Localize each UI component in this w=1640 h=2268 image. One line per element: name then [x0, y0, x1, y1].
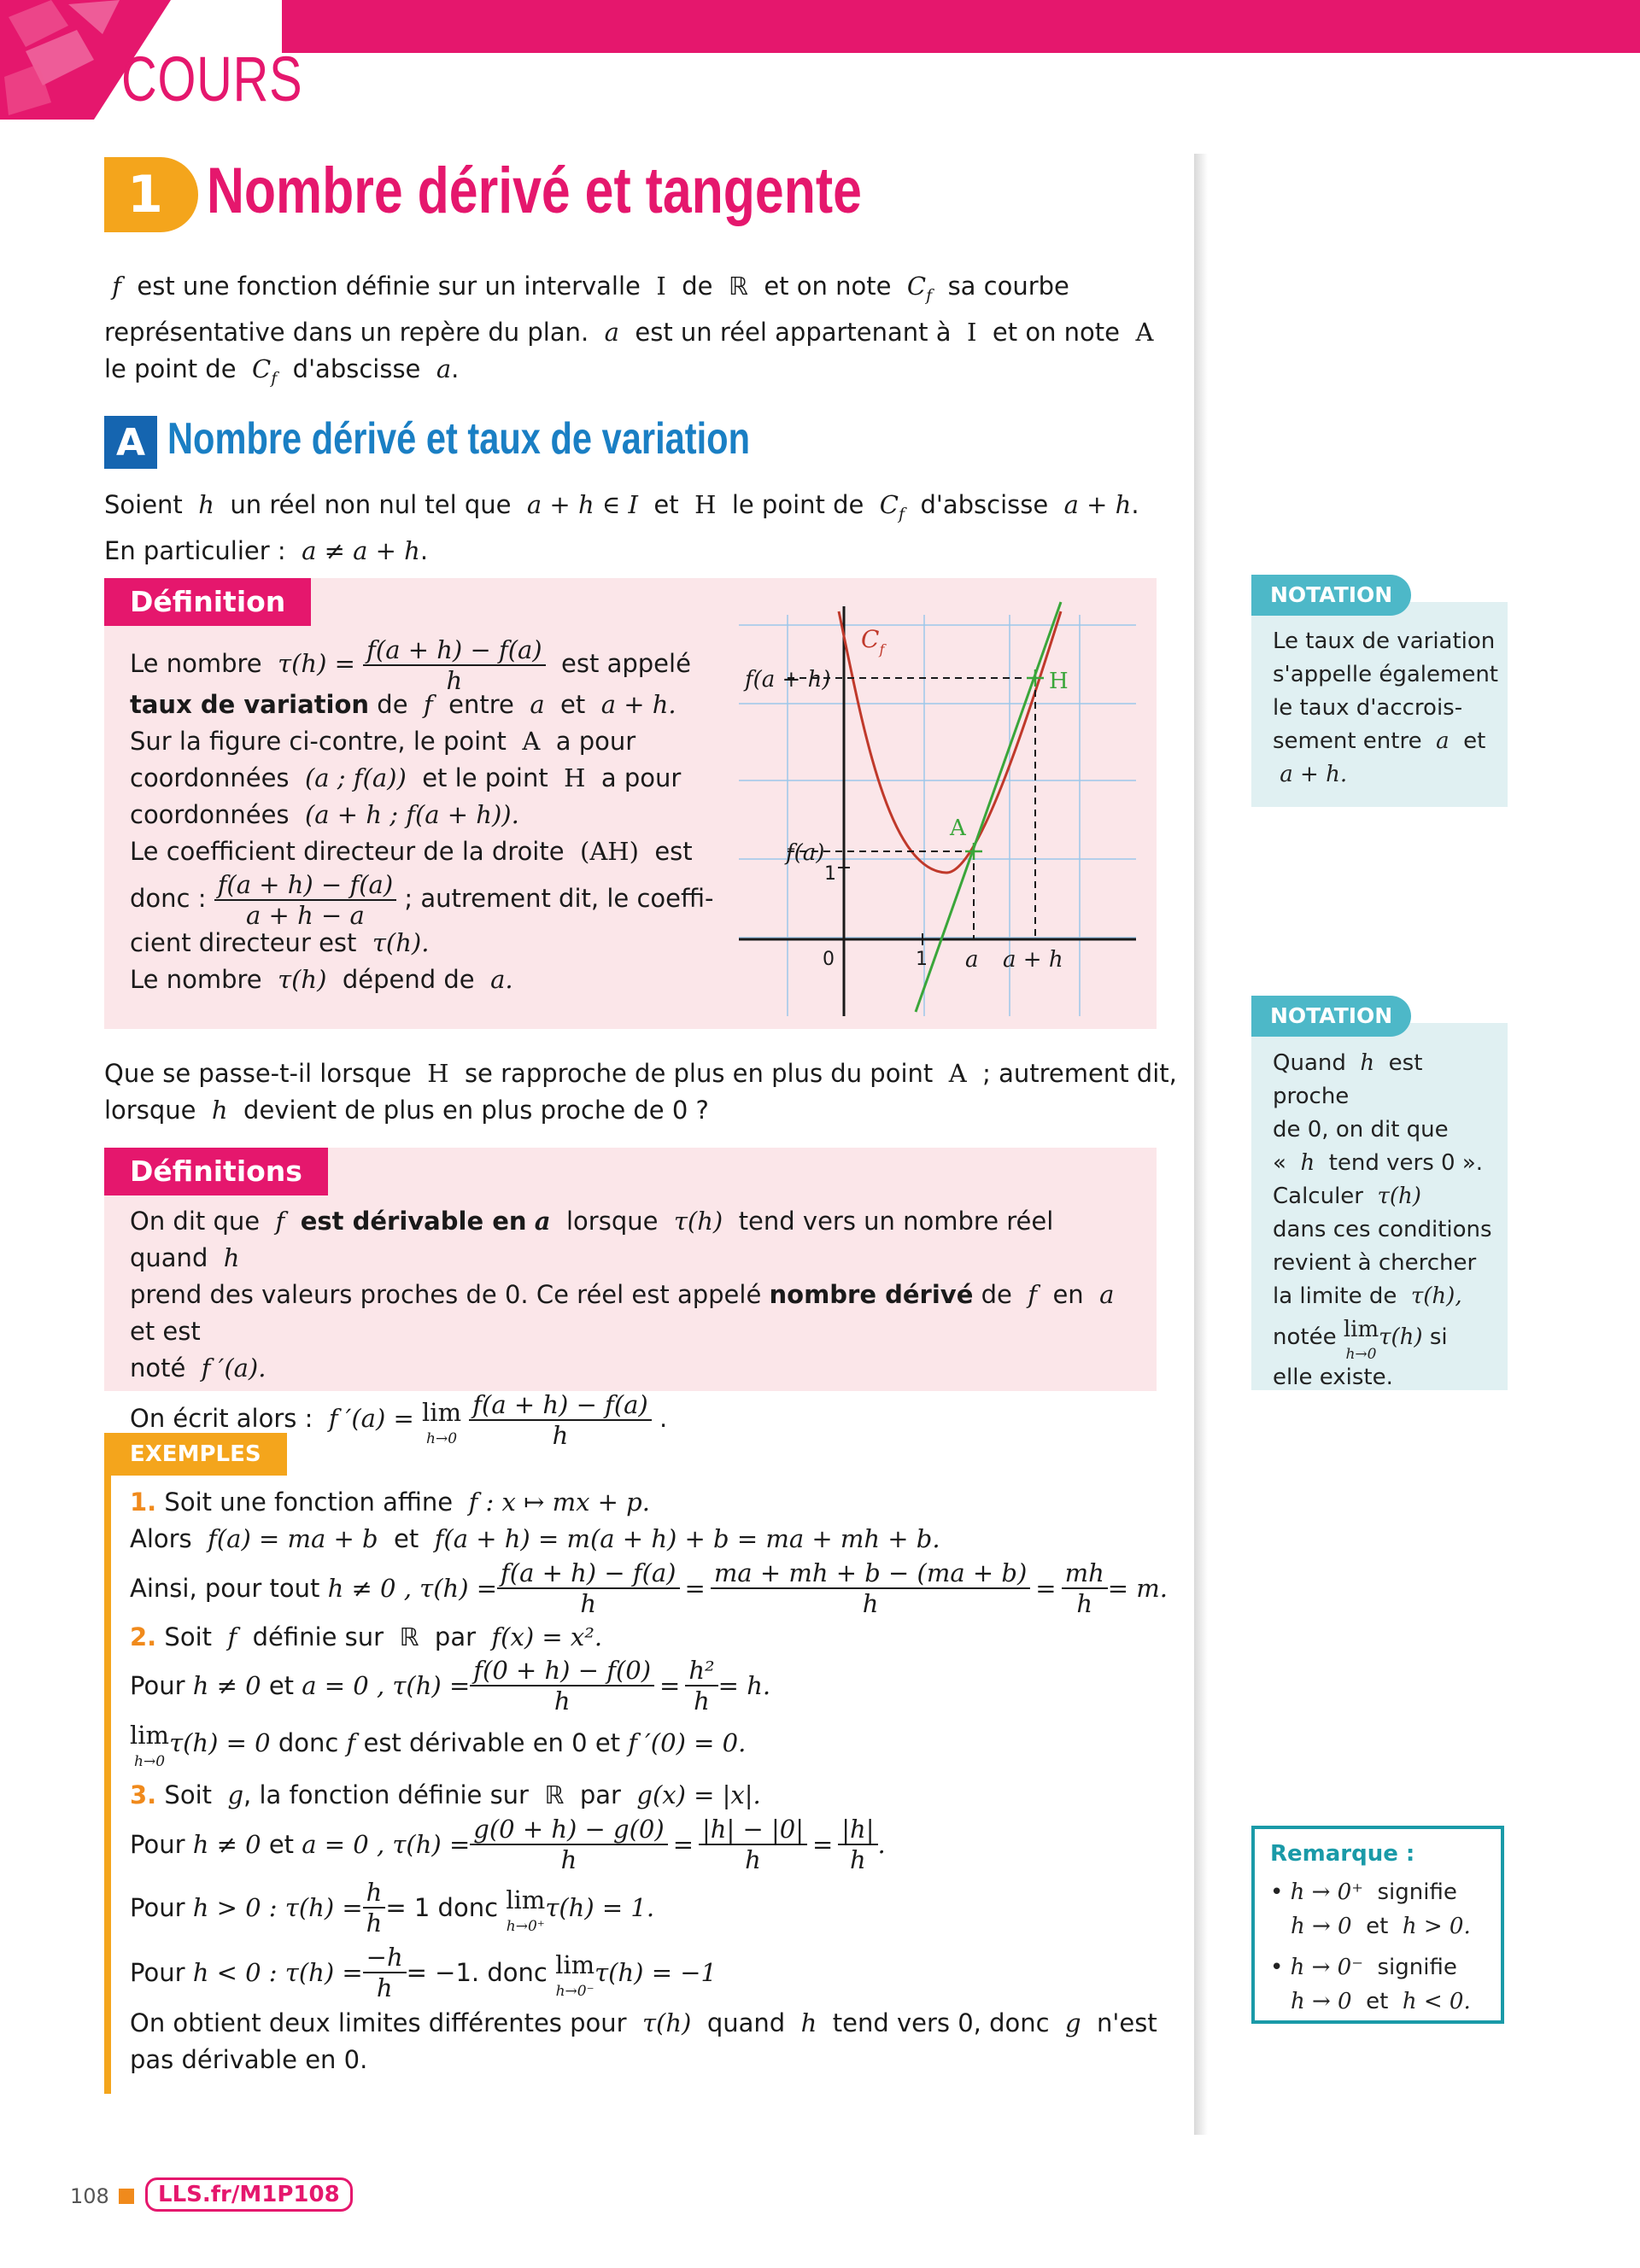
label-origin: 0 — [823, 949, 835, 970]
notation-text-2 — [1273, 1047, 1503, 1394]
footer-link[interactable]: LLS.fr/M1P108 — [145, 2177, 353, 2212]
notation1-line-5: a + h. — [1280, 762, 1348, 787]
def-line-7: donc : $\frac{f(a + h) - f(a)}{a + h - a}$ ; autrement dit, le coeffi- — [130, 870, 714, 930]
section-a-line-1: Soient h un réel non nul tel que a + h ∈ I et H le point de $C_f$ d'abscisse a + h. — [104, 490, 1139, 523]
def-line-8: cient directeur est τ(h). — [130, 928, 430, 957]
notation1-line-1: Le taux de variation — [1273, 628, 1496, 654]
section-label: COURS — [121, 44, 303, 114]
question-paragraph — [104, 1055, 1180, 1129]
label-point-a: A — [950, 815, 966, 841]
ex2-limit: lim h→0 — [130, 1720, 170, 1770]
footer-square — [119, 2189, 134, 2204]
chapter-number: 1 — [104, 157, 198, 232]
notation2-line-9: elle existe. — [1273, 1365, 1393, 1390]
def-line-2: taux de variation de f entre a et a + h. — [130, 690, 676, 719]
ex2-line-3: lim h→0 τ(h) = 0 donc f est dérivable en 0 et f ′(0) = 0. — [130, 1716, 1180, 1770]
def-line-6: Le coefficient directeur de la droite (AH) est — [130, 837, 693, 866]
label-y-one: 1 — [824, 863, 836, 885]
label-a: a — [965, 947, 979, 973]
section-a-title: Nombre dérivé et taux de variation — [167, 414, 750, 464]
defs-line-4: On écrit alors : f ′(a) = lim h→0 $\frac{f(a + h) - f(a)}{h}$ . — [130, 1390, 668, 1450]
ex3-fraction-neg: $\frac{-h}{h}$ — [363, 1943, 407, 2002]
remark-bullet-2a: • h → 0⁻ signifie — [1270, 1955, 1457, 1980]
ex3-fraction-2: $\frac{|h| - |0|}{h}$ — [699, 1815, 807, 1874]
ex1-line-2: Alors f(a) = ma + b et f(a + h) = m(a + h) + b = ma + mh + b. — [130, 1524, 940, 1553]
ex2-fraction-1: $\frac{f(0 + h) - f(0)}{h}$ — [470, 1656, 654, 1716]
remark-bullet-1a: • h → 0⁺ signifie — [1270, 1879, 1457, 1905]
ex3-limit-neg: lim h→0⁻ — [555, 1949, 595, 2000]
label-fah: f(a + h) — [745, 667, 831, 693]
intro-line-2: représentative dans un repère du plan. a est un réel appartenant à I et on note A — [104, 317, 1154, 347]
def-line-4: coordonnées (a ; f(a)) et le point H a pour — [130, 763, 682, 792]
ex3-line-3: Pour h > 0 : τ(h) = $\frac{h}{h}$ = 1 donc lim h→0⁺ τ(h) = 1. — [130, 1878, 655, 1938]
intro-paragraph — [104, 268, 1180, 397]
section-a-line-2: En particulier : a ≠ a + h. — [104, 535, 429, 565]
notation2-line-8: notée lim h→0 τ(h) si — [1273, 1313, 1503, 1361]
definition-text — [130, 635, 728, 998]
ex1-fraction-1: $\frac{f(a + h) - f(a)}{h}$ — [497, 1558, 679, 1618]
remark-text — [1270, 1875, 1501, 2019]
ex2-line-1: 2. Soit f définie sur ℝ par f(x) = x². — [130, 1622, 603, 1651]
def-line-3: Sur la figure ci-contre, le point A a pour — [130, 727, 636, 756]
label-fa: f(a) — [786, 840, 825, 866]
section-a-intro — [104, 487, 1180, 570]
notation2-line-3: « h tend vers 0 ». — [1273, 1150, 1484, 1176]
def-fraction-tau: $\frac{f(a + h) - f(a)}{h}$ — [363, 635, 545, 695]
notation-label-2: NOTATION — [1251, 996, 1411, 1037]
definitions-text — [130, 1203, 1146, 1450]
definition-label: Définition — [104, 578, 311, 626]
remark-title: Remarque : — [1270, 1841, 1415, 1867]
def-fraction-slope: $\frac{f(a + h) - f(a)}{a + h - a}$ — [214, 870, 396, 930]
page-shadow — [1194, 154, 1208, 2135]
ex3-line-5: On obtient deux limites différentes pour τ(h) quand h tend vers 0, donc g n'est — [130, 2008, 1157, 2037]
ex2-line-2: Pour h ≠ 0 et a = 0 , τ(h) = $\frac{f(0 + h) - f(0)}{h}$ = $\frac{\text{h²}}{h}$ = h. — [130, 1656, 771, 1716]
intro-line-1: f est une fonction définie sur un intervalle I de ℝ et on note $C_f$ sa courbe — [112, 272, 1069, 305]
question-line-2: lorsque h devient de plus en plus proche de 0 ? — [104, 1096, 709, 1125]
ex3-fraction-1: $\frac{g(0 + h) - g(0)}{h}$ — [470, 1815, 667, 1874]
ex3-line-6: pas dérivable en 0. — [130, 2045, 368, 2074]
ex1-line-1: 1. Soit une fonction affine f : x ↦ mx + p. — [130, 1488, 650, 1517]
remark-bullet-2b: h → 0 et h < 0. — [1291, 1989, 1471, 2014]
ex2-fraction-2: $\frac{\text{h²}}{h}$ — [685, 1656, 718, 1716]
guide-lines — [788, 678, 1035, 939]
ex3-fraction-3: $\frac{|h|}{h}$ — [838, 1815, 877, 1874]
remark-box — [1251, 1826, 1504, 2024]
notation1-line-4: sement entre a et — [1273, 728, 1486, 754]
label-ah: a + h — [1003, 947, 1063, 973]
examples-bar — [104, 1476, 111, 2094]
examples-text — [130, 1484, 1180, 2078]
def-line-5: coordonnées (a + h ; f(a + h)). — [130, 800, 519, 829]
notation1-line-2: s'appelle également — [1273, 662, 1498, 687]
notation2-line-7: la limite de τ(h), — [1273, 1283, 1462, 1309]
ex3-line-2: Pour h ≠ 0 et a = 0 , τ(h) = $\frac{g(0 + h) - g(0)}{h}$ = $\frac{|h| - |0|}{h}$ = $\frac{|h|}{h}$ . — [130, 1815, 886, 1874]
notation2-line-6: revient à chercher — [1273, 1250, 1477, 1276]
defs-line-1: On dit que f est dérivable en a lorsque τ(h) tend vers un nombre réel quand h — [130, 1207, 1054, 1272]
page-number: 108 — [70, 2184, 109, 2208]
ex3-fraction-pos: $\frac{h}{h}$ — [363, 1878, 386, 1938]
remark-bullet-1b: h → 0 et h > 0. — [1291, 1914, 1471, 1939]
notation2-line-2: de 0, on dit que — [1273, 1117, 1449, 1143]
header-bar — [282, 0, 1640, 53]
def-line-9: Le nombre τ(h) dépend de a. — [130, 965, 513, 994]
notation2-line-5: dans ces conditions — [1273, 1217, 1492, 1242]
definitions-label: Définitions — [104, 1148, 328, 1195]
defs-limit: lim h→0 — [422, 1397, 462, 1447]
notation-text-1 — [1273, 625, 1503, 792]
label-point-h: H — [1049, 669, 1069, 694]
defs-fraction: $\frac{f(a + h) - f(a)}{h}$ — [469, 1390, 651, 1450]
ex3-line-1: 3. Soit g, la fonction définie sur ℝ par g(x) = |x|. — [130, 1780, 761, 1809]
tangent-graph — [735, 589, 1145, 1025]
ex1-fraction-3: $\frac{mh}{h}$ — [1062, 1558, 1108, 1618]
notation2-line-4: Calculer τ(h) — [1273, 1184, 1421, 1209]
notation2-limit: lim h→0 — [1343, 1316, 1379, 1363]
notation2-line-1: Quand h est proche — [1273, 1050, 1423, 1109]
label-x-one: 1 — [916, 949, 928, 970]
curve-label: $C_f$ — [861, 625, 885, 658]
notation1-line-3: le taux d'accrois- — [1273, 695, 1463, 721]
def-line-1: Le nombre τ(h) = $\frac{f(a + h) - f(a)}{h}$ est appelé — [130, 635, 691, 695]
defs-line-2: prend des valeurs proches de 0. Ce réel est appelé nombre dérivé de f en a et est — [130, 1280, 1115, 1346]
question-line-1: Que se passe-t-il lorsque H se rapproche de plus en plus du point A ; autrement dit, — [104, 1059, 1177, 1088]
examples-label: EXEMPLES — [104, 1433, 287, 1476]
ex1-fraction-2: $\frac{ma + mh + b - (ma + b)}{h}$ — [711, 1558, 1030, 1618]
notation-label-1: NOTATION — [1251, 575, 1411, 616]
intro-line-3: le point de $C_f$ d'abscisse a. — [104, 354, 460, 388]
ex3-line-4: Pour h < 0 : τ(h) = $\frac{-h}{h}$ = −1. donc lim h→0⁻ τ(h) = −1 — [130, 1943, 717, 2002]
ex1-line-3: Ainsi, pour tout h ≠ 0 , τ(h) = $\frac{f(a + h) - f(a)}{h}$ = $\frac{ma + mh + b - (ma + b)}{h}$ = $\frac{mh}{h}$ = m. — [130, 1558, 1168, 1618]
chapter-title: Nombre dérivé et tangente — [207, 155, 862, 227]
defs-line-3: noté f ′(a). — [130, 1353, 266, 1382]
section-a-badge: A — [104, 416, 157, 469]
ex3-limit-pos: lim h→0⁺ — [506, 1885, 546, 1935]
